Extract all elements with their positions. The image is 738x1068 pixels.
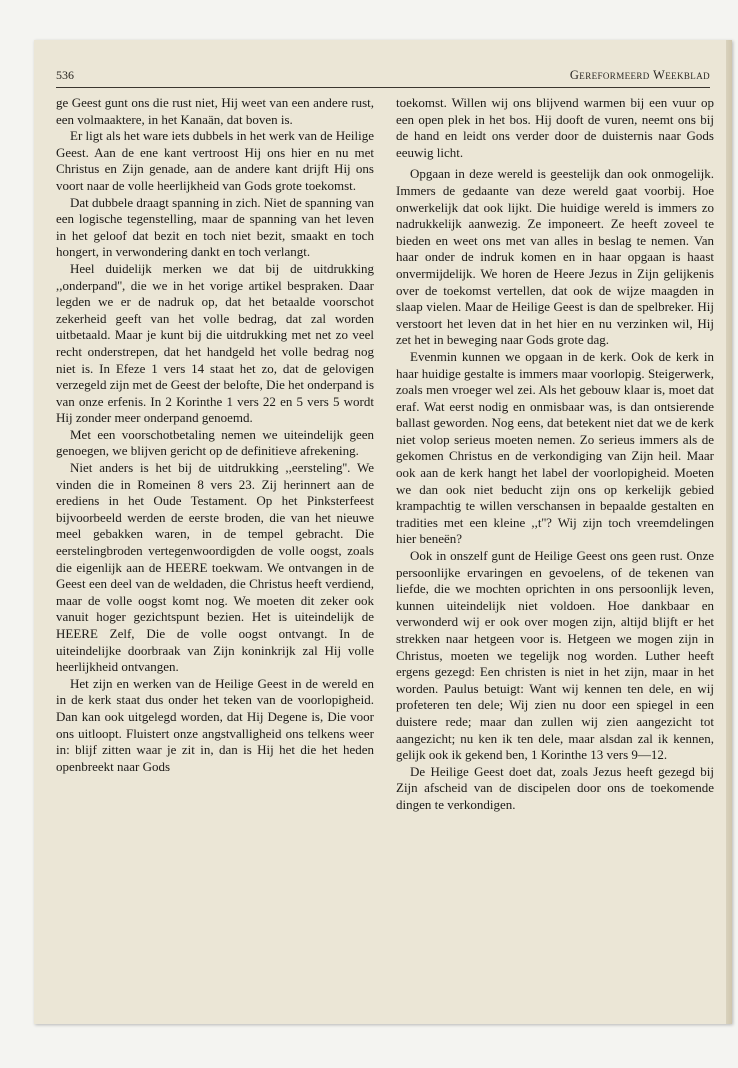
paragraph: Er ligt als het ware iets dubbels in het werk van de Heilige Geest. Aan de ene kant vertroost Hij ons hier en nu met Christus en Zijn genade, aan de andere kant drijft Hij ons voort naar de volle heerlijkheid van Gods grote toekomst. [56, 128, 374, 193]
text-column-left [56, 95, 374, 775]
paragraph: ge Geest gunt ons die rust niet, Hij weet van een andere rust, een volmaaktere, in het Kanaän, dat boven is. [56, 95, 374, 127]
header-rule [56, 87, 710, 88]
paragraph: Het zijn en werken van de Heilige Geest in de wereld en in de kerk staat dus onder het teken van de voorlopigheid. Dan kan ook uitgelegd worden, dat Hij Degene is, Die voor ons uitloopt. Fluistert onze angstvalligheid ons telkens weer in: blijf zitten waar je zit in, dan is Hij het die het heden openbreekt naar Gods [56, 675, 374, 774]
paragraph: Dat dubbele draagt spanning in zich. Niet de spanning van een logische tegenstelling, maar de spanning van het leven in het geloof dat bezit en toch niet bezit, smaakt en toch hongert, in verwondering dankt en toch verlangt. [56, 194, 374, 260]
paragraph: Met een voorschotbetaling nemen we uiteindelijk geen genoegen, we blijven gericht op de definitieve afrekening. [56, 426, 374, 459]
paragraph: Ook in onszelf gunt de Heilige Geest ons geen rust. Onze persoonlijke ervaringen en gevoelens, of de tekenen van liefde, die we mochten oprichten in ons persoonlijk leven, kunnen uiteindelijk niet voldoen. Hoe dankbaar en verwonderd wij er ook over mogen zijn, altijd blijft er het strekken naar hetgeen voor is. Hetgeen we mogen zijn in Christus, moeten we tegelijk nog worden. Luther heeft ergens gezegd: Een christen is niet in het zijn, maar in het worden. Paulus betuigt: Want wij kennen ten dele, en wij profeteren ten dele; Wij zien nu door een spiegel in een duistere rede; maar dan zullen wij zien aangezicht tot aangezicht; nu ken ik ten dele, maar alsdan zal ik kennen, gelijk ook ik gekend ben, 1 Korinthe 13 vers 9—12. [396, 548, 714, 763]
text-column-right [396, 95, 714, 814]
paragraph: toekomst. Willen wij ons blijvend warmen bij een vuur op een open plek in het bos. Hij dooft de vuren, neemt ons bij de hand en leidt ons verder door de duisternis naar Gods eeuwig licht. [396, 95, 714, 160]
paragraph: Opgaan in deze wereld is geestelijk dan ook onmogelijk. Immers de gedaante van deze wereld gaat voorbij. Hoe onwerkelijk dat ook lijkt. Die huidige wereld is immers zo nadrukkelijk aanwezig. Ze imponeert. Ze heeft zoveel te bieden en weet ons met van alles in beslag te nemen. Van haar onder de indruk komen en in haar opgaan is haast onvermijdelijk. We horen de Heere Jezus in Zijn gelijkenis over de toekomst vertellen, dat ook de wijze maagden in slaap vielen. Maar de Heilige Geest is dan de spelbreker. Hij verstoort het leven dat in het hier en nu verzinken wil, Hij zet het in beweging naar Gods grote dag. [396, 166, 714, 348]
page-number: 536 [56, 68, 74, 82]
paragraph: Niet anders is het bij de uitdrukking ,,eersteling''. We vinden die in Romeinen 8 vers 23. Zij herinnert aan de erediens in het Oude Testament. Op het Pinksterfeest bijvoorbeeld werden de eerste broden, die van het nieuwe meel gebakken waren, in de tempel gebracht. Die eerstelingbroden vertegenwoordigden de volle oogst, zoals die eigenlijk aan de HEERE toekwam. We ontvangen in de Geest een deel van de weldaden, die Christus heeft verdiend, maar de volle oogst komt nog. We moeten dit zeker ook vanuit hoger gezichtspunt bezien. Het is uiteindelijk de HEERE Zelf, Die de volle oogst ontvangt. In de uiteindelijke doorbraak van Zijn koninkrijk zal Hij volle heerlijkheid ontvangen. [56, 460, 374, 675]
page-header [56, 68, 710, 86]
paragraph: De Heilige Geest doet dat, zoals Jezus heeft gezegd bij Zijn afscheid van de discipelen door ons de toekomende dingen te verkondigen. [396, 763, 714, 812]
magazine-page [34, 40, 732, 1024]
page-edge [726, 40, 732, 1024]
paragraph: Evenmin kunnen we opgaan in de kerk. Ook de kerk in haar huidige gestalte is immers maar voorlopig. Steigerwerk, zoals men vroeger wel zei. Als het gebouw klaar is, moet dat eraf. Wat eerst nodig en onmisbaar was, is dan ontsierende ballast geworden. Nog eens, dat betekent niet dat we de kerk niet volop serieus moeten nemen. Zo serieus immers als de gekomen Christus en de verkondiging van Zijn heil. Maar ook aan de kerk hangt het label der voorlopigheid. Moeten we dan ook niet beducht zijn ons op kerkelijk gebied krampachtig te willen verschansen in bepaalde gestalten en tradities met een kleine ,,t''? Wij zijn toch vreemdelingen hier beneën? [396, 348, 714, 547]
paragraph: Heel duidelijk merken we dat bij de uitdrukking ,,onderpand'', die we in het vorige artikel bespraken. Daar legden we er de nadruk op, dat het betaalde voorschot zekerheid geeft van het volle bedrag, dat zal worden uitbetaald. Maar je kunt bij die uitdrukking met net zo veel recht onderstrepen, dat het handgeld het volle bedrag nog niet is. In Efeze 1 vers 14 staat het zo, dat de gelovigen verzegeld zijn met de Geest der belofte, Die het onderpand is van onze erfenis. In 2 Korinthe 1 vers 22 en 5 vers 5 wordt Hij zonder meer onderpand genoemd. [56, 260, 375, 426]
journal-title: Gereformeerd Weekblad [569, 68, 710, 82]
